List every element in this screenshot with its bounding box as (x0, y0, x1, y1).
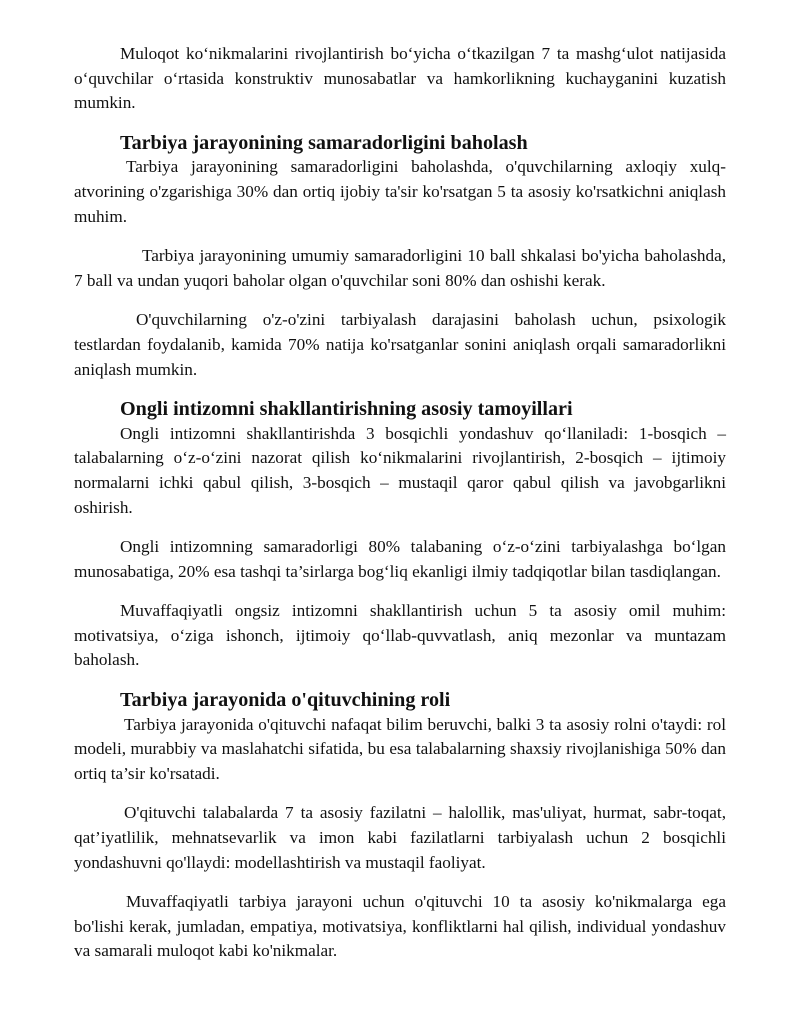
teacher-role-paragraph-2: O'qituvchi talabalarda 7 ta asosiy fazilatni – halollik, mas'uliyat, hurmat, sabr-toqat, qat’iyatlilik, mehnatsevarlik va imon kabi fazilatlarni tarbiyalash uchun 2 bosqichli yondashuvni qo'llaydi: modellashtirish va mustaqil faoliyat. (74, 803, 726, 872)
intro-paragraph: Muloqot ko‘nikmalarini rivojlantirish bo‘yicha o‘tkazilgan 7 ta mashg‘ulot natijasida o‘quvchilar o‘rtasida konstruktiv munosabatlar va hamkorlikning kuchayganini kuzatish mumkin. (74, 44, 726, 113)
discipline-paragraph-2: Ongli intizomning samaradorligi 80% talabaning o‘z-o‘zini tarbiyalashga bo‘lgan munosabatiga, 20% esa tashqi ta’sirlarga bog‘liq ekanligi ilmiy tadqiqotlar bilan tasdiqlangan. (74, 537, 726, 581)
effectiveness-paragraph-3: O'quvchilarning o'z-o'zini tarbiyalash darajasini baholash uchun, psixologik testlardan foydalanib, kamida 70% natija ko'rsatganlar sonini aniqlash orqali samaradorlikni aniqlash mumkin. (74, 310, 726, 379)
teacher-role-paragraph-1: Tarbiya jarayonida o'qituvchi nafaqat bilim beruvchi, balki 3 ta asosiy rolni o'taydi: rol modeli, murabbiy va maslahatchi sifatida, bu esa talabalarning shaxsiy rivojlanishiga 50% dan ortiq ta’sir ko'rsatadi. (74, 714, 726, 783)
effectiveness-paragraph-1: Tarbiya jarayonining samaradorligini baholashda, o'quvchilarning axloqiy xulq-atvorining o'zgarishiga 30% dan ortiq ijobiy ta'sir ko'rsatgan 5 ta asosiy ko'rsatkichni aniqlash muhim. (74, 157, 726, 226)
section-heading-effectiveness: Tarbiya jarayonining samaradorligini baholash (120, 131, 528, 154)
section-heading-teacher-role: Tarbiya jarayonida o'qituvchining roli (120, 689, 451, 712)
section-heading-discipline: Ongli intizomni shakllantirishning asosiy tamoyillari (120, 398, 573, 421)
effectiveness-paragraph-2: Tarbiya jarayonining umumiy samaradorligini 10 ball shkalasi bo'yicha baholashda, 7 ball va undan yuqori baholar olgan o'quvchilar soni 80% dan oshishi kerak. (74, 246, 726, 290)
teacher-role-paragraph-3: Muvaffaqiyatli tarbiya jarayoni uchun o'qituvchi 10 ta asosiy ko'nikmalarga ega bo'lishi kerak, jumladan, empatiya, motivatsiya, konfliktlarni hal qilish, individual yondashuv va samarali muloqot kabi ko'nikmalar. (74, 892, 726, 961)
document-page (74, 42, 726, 964)
discipline-paragraph-3: Muvaffaqiyatli ongsiz intizomni shakllantirish uchun 5 ta asosiy omil muhim: motivatsiya, o‘ziga ishonch, ijtimoiy qo‘llab-quvvatlash, aniq mezonlar va muntazam baholash. (74, 601, 726, 670)
discipline-paragraph-1: Ongli intizomni shakllantirishda 3 bosqichli yondashuv qo‘llaniladi: 1-bosqich – talabalarning o‘z-o‘zini nazorat qilish ko‘nikmalarini rivojlantirish, 2-bosqich – ijtimoiy normalarni ichki qabul qilish, 3-bosqich – mustaqil qaror qabul qilish va javobgarlikni oshirish. (74, 423, 726, 517)
